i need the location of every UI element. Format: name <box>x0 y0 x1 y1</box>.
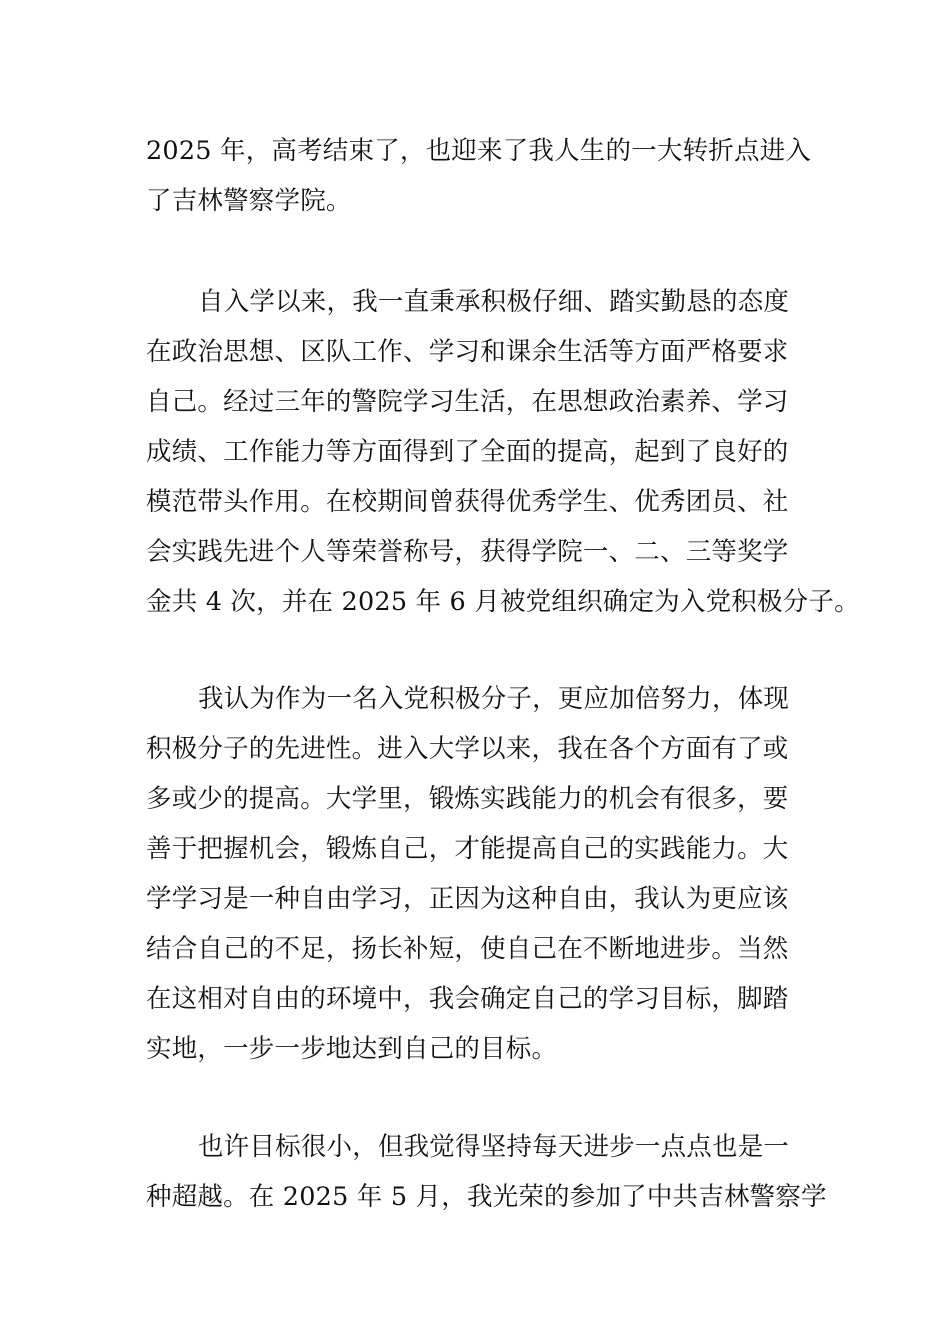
text-line: 结合自己的不足，扬长补短，使自己在不断地进步。当然 <box>146 934 789 964</box>
text-line: 多或少的提高。大学里，锻炼实践能力的机会有很多，要 <box>146 784 789 814</box>
text-line: 模范带头作用。在校期间曾获得优秀学生、优秀团员、社 <box>146 487 789 517</box>
text-line: 在这相对自由的环境中，我会确定自己的学习目标，脚踏 <box>146 984 789 1014</box>
text-line: 金共 4 次，并在 2025 年 6 月被党组织确定为入党积极分子。 <box>146 587 860 617</box>
text-line: 成绩、工作能力等方面得到了全面的提高，起到了良好的 <box>146 437 789 467</box>
text-line: 了吉林警察学院。 <box>146 186 352 216</box>
text-line: 我认为作为一名入党积极分子，更应加倍努力，体现 <box>198 684 790 714</box>
text-line: 自己。经过三年的警院学习生活，在思想政治素养、学习 <box>146 387 789 417</box>
text-line: 会实践先进个人等荣誉称号，获得学院一、二、三等奖学 <box>146 537 789 567</box>
text-line: 2025 年，高考结束了，也迎来了我人生的一大转折点进入 <box>146 136 812 166</box>
text-line: 在政治思想、区队工作、学习和课余生活等方面严格要求 <box>146 337 789 367</box>
text-line: 也许目标很小，但我觉得坚持每天进步一点点也是一 <box>198 1132 790 1162</box>
text-line: 善于把握机会，锻炼自己，才能提高自己的实践能力。大 <box>146 834 789 864</box>
text-line: 实地，一步一步地达到自己的目标。 <box>146 1034 558 1064</box>
text-line: 积极分子的先进性。进入大学以来，我在各个方面有了或 <box>146 734 789 764</box>
text-line: 自入学以来，我一直秉承积极仔细、踏实勤恳的态度 <box>198 287 790 317</box>
text-line: 学学习是一种自由学习，正因为这种自由，我认为更应该 <box>146 884 789 914</box>
text-line: 种超越。在 2025 年 5 月，我光荣的参加了中共吉林警察学 <box>146 1182 827 1212</box>
